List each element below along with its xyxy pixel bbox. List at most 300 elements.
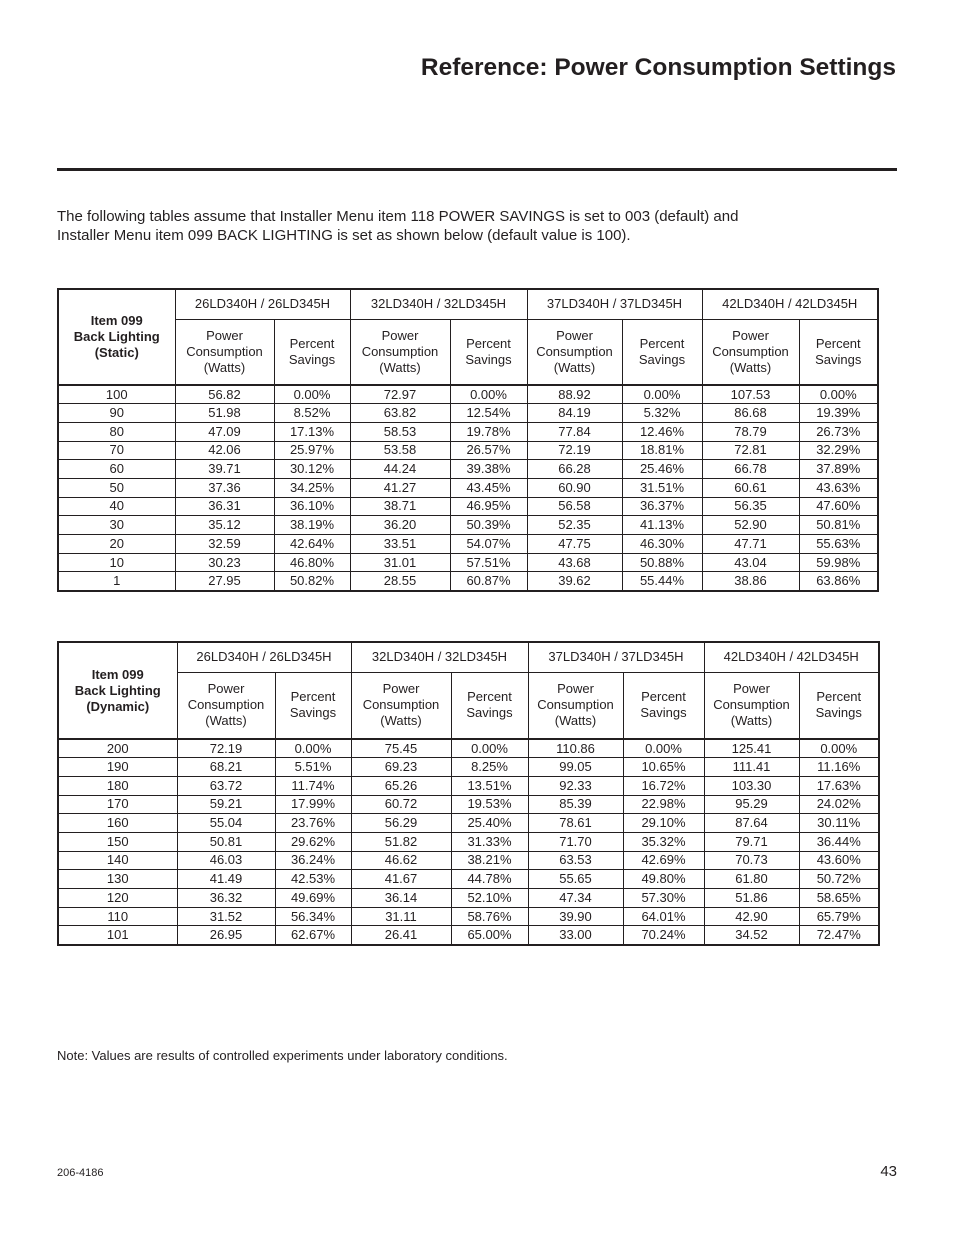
power-watts-cell: 111.41: [704, 758, 799, 777]
model-header: 37LD340H / 37LD345H: [527, 289, 702, 319]
percent-savings-cell: 55.44%: [622, 572, 702, 591]
item-label-line: (Dynamic): [86, 698, 150, 714]
column-header-row: [58, 672, 879, 739]
item-label-line: Item 099: [91, 666, 144, 682]
power-watts-cell: 103.30: [704, 776, 799, 795]
power-consumption-header: [528, 672, 623, 739]
power-watts-cell: 39.71: [175, 460, 274, 479]
savings-header-line: Percent: [815, 335, 861, 351]
percent-savings-cell: 8.25%: [451, 758, 528, 777]
footnote: Note: Values are results of controlled experiments under laboratory conditions.: [57, 1048, 508, 1063]
power-watts-cell: 42.90: [704, 907, 799, 926]
percent-savings-cell: 36.10%: [274, 497, 350, 516]
power-watts-cell: 110.86: [528, 739, 623, 758]
power-header-line: Consumption: [186, 343, 263, 359]
power-watts-cell: 42.06: [175, 441, 274, 460]
percent-savings-cell: 58.76%: [451, 907, 528, 926]
power-header-line: (Watts): [379, 359, 421, 375]
power-watts-cell: 72.19: [527, 441, 622, 460]
backlight-setting-cell: 160: [58, 814, 177, 833]
percent-savings-cell: 0.00%: [274, 385, 350, 404]
power-header-line: Power: [206, 327, 243, 343]
power-watts-cell: 31.01: [350, 553, 450, 572]
backlight-setting-cell: 40: [58, 497, 175, 516]
power-header-line: (Watts): [203, 359, 246, 375]
backlight-setting-cell: 30: [58, 516, 175, 535]
percent-savings-cell: 36.24%: [275, 851, 351, 870]
percent-savings-cell: 50.82%: [274, 572, 350, 591]
percent-savings-cell: 18.81%: [622, 441, 702, 460]
savings-header-line: Percent: [466, 335, 511, 351]
static-backlight-table-container: [57, 288, 879, 592]
column-header-row: [58, 319, 878, 385]
power-header-line: Power: [732, 327, 769, 343]
power-watts-cell: 72.81: [702, 441, 799, 460]
percent-savings-cell: 30.12%: [274, 460, 350, 479]
power-watts-cell: 47.34: [528, 889, 623, 908]
power-watts-cell: 107.53: [702, 385, 799, 404]
power-watts-cell: 84.19: [527, 404, 622, 423]
percent-savings-cell: 64.01%: [623, 907, 704, 926]
percent-savings-cell: 55.63%: [799, 535, 878, 554]
percent-savings-cell: 47.60%: [799, 497, 878, 516]
percent-savings-cell: 32.29%: [799, 441, 878, 460]
savings-header-line: Savings: [289, 705, 337, 721]
backlight-setting-cell: 90: [58, 404, 175, 423]
power-watts-cell: 36.14: [351, 889, 451, 908]
power-watts-cell: 36.20: [350, 516, 450, 535]
backlight-setting-cell: 10: [58, 553, 175, 572]
percent-savings-header: [623, 672, 704, 739]
power-watts-cell: 78.61: [528, 814, 623, 833]
power-watts-cell: 38.71: [350, 497, 450, 516]
document-number: 206-4186: [57, 1167, 104, 1179]
percent-savings-cell: 38.19%: [274, 516, 350, 535]
power-header-line: Power: [733, 681, 770, 697]
power-watts-cell: 69.23: [351, 758, 451, 777]
power-watts-cell: 28.55: [350, 572, 450, 591]
power-watts-cell: 60.90: [527, 478, 622, 497]
percent-savings-header: [275, 672, 351, 739]
power-watts-cell: 63.53: [528, 851, 623, 870]
power-watts-cell: 72.19: [177, 739, 275, 758]
table-row: [58, 422, 878, 441]
power-watts-cell: 75.45: [351, 739, 451, 758]
percent-savings-cell: 43.63%: [799, 478, 878, 497]
percent-savings-cell: 36.44%: [799, 832, 879, 851]
backlight-setting-cell: 200: [58, 739, 177, 758]
power-watts-cell: 47.09: [175, 422, 274, 441]
table-row: [58, 460, 878, 479]
percent-savings-cell: 43.60%: [799, 851, 879, 870]
table-row: [58, 535, 878, 554]
power-watts-cell: 55.04: [177, 814, 275, 833]
backlight-setting-cell: 180: [58, 776, 177, 795]
item-label-line: Back Lighting: [74, 682, 161, 698]
power-watts-cell: 65.26: [351, 776, 451, 795]
power-watts-cell: 59.21: [177, 795, 275, 814]
model-header: 42LD340H / 42LD345H: [704, 642, 879, 672]
percent-savings-cell: 58.65%: [799, 889, 879, 908]
page-number: 43: [880, 1163, 897, 1180]
percent-savings-cell: 50.88%: [622, 553, 702, 572]
percent-savings-cell: 62.67%: [275, 926, 351, 945]
power-watts-cell: 52.35: [527, 516, 622, 535]
percent-savings-cell: 38.21%: [451, 851, 528, 870]
table-row: [58, 907, 879, 926]
power-watts-cell: 125.41: [704, 739, 799, 758]
percent-savings-cell: 12.54%: [450, 404, 527, 423]
percent-savings-cell: 17.13%: [274, 422, 350, 441]
table-row: [58, 516, 878, 535]
percent-savings-cell: 10.65%: [623, 758, 704, 777]
model-header: 26LD340H / 26LD345H: [175, 289, 350, 319]
static-backlight-table: [57, 288, 879, 592]
power-watts-cell: 53.58: [350, 441, 450, 460]
power-header-line: (Watts): [729, 359, 772, 375]
power-consumption-header: [527, 319, 622, 385]
power-watts-cell: 41.27: [350, 478, 450, 497]
savings-header-line: Savings: [638, 351, 686, 367]
percent-savings-cell: 42.69%: [623, 851, 704, 870]
title-divider: [57, 168, 897, 171]
percent-savings-cell: 49.69%: [275, 889, 351, 908]
percent-savings-cell: 25.97%: [274, 441, 350, 460]
power-consumption-header: [702, 319, 799, 385]
power-header-line: (Watts): [554, 713, 597, 729]
power-watts-cell: 60.61: [702, 478, 799, 497]
percent-savings-cell: 26.73%: [799, 422, 878, 441]
percent-savings-cell: 0.00%: [450, 385, 527, 404]
percent-savings-cell: 65.79%: [799, 907, 879, 926]
power-watts-cell: 52.90: [702, 516, 799, 535]
item-header-cell: [58, 642, 177, 739]
power-watts-cell: 46.03: [177, 851, 275, 870]
power-header-line: Consumption: [713, 697, 790, 713]
percent-savings-cell: 16.72%: [623, 776, 704, 795]
power-watts-cell: 63.82: [350, 404, 450, 423]
percent-savings-cell: 0.00%: [799, 739, 879, 758]
percent-savings-cell: 50.81%: [799, 516, 878, 535]
backlight-setting-cell: 80: [58, 422, 175, 441]
percent-savings-cell: 49.80%: [623, 870, 704, 889]
percent-savings-cell: 30.11%: [799, 814, 879, 833]
table-row: [58, 572, 878, 591]
savings-header-line: Percent: [289, 335, 335, 351]
percent-savings-cell: 46.30%: [622, 535, 702, 554]
power-watts-cell: 79.71: [704, 832, 799, 851]
percent-savings-cell: 46.80%: [274, 553, 350, 572]
power-watts-cell: 51.82: [351, 832, 451, 851]
percent-savings-cell: 24.02%: [799, 795, 879, 814]
power-watts-cell: 26.95: [177, 926, 275, 945]
power-header-line: Power: [556, 327, 593, 343]
percent-savings-cell: 50.39%: [450, 516, 527, 535]
percent-savings-cell: 12.46%: [622, 422, 702, 441]
power-watts-cell: 36.32: [177, 889, 275, 908]
power-header-line: Power: [381, 327, 419, 343]
power-header-line: (Watts): [205, 713, 247, 729]
percent-savings-cell: 0.00%: [622, 385, 702, 404]
dynamic-backlight-table: [57, 641, 880, 946]
percent-savings-cell: 26.57%: [450, 441, 527, 460]
percent-savings-cell: 72.47%: [799, 926, 879, 945]
savings-header-line: Percent: [641, 689, 686, 705]
percent-savings-cell: 0.00%: [275, 739, 351, 758]
percent-savings-cell: 41.13%: [622, 516, 702, 535]
savings-header-line: Percent: [816, 689, 862, 705]
power-header-line: Consumption: [362, 697, 440, 713]
backlight-setting-cell: 150: [58, 832, 177, 851]
savings-header-line: Savings: [465, 351, 512, 367]
power-watts-cell: 38.86: [702, 572, 799, 591]
table-row: [58, 870, 879, 889]
power-watts-cell: 47.75: [527, 535, 622, 554]
percent-savings-cell: 35.32%: [623, 832, 704, 851]
table-row: [58, 739, 879, 758]
power-watts-cell: 31.52: [177, 907, 275, 926]
power-watts-cell: 61.80: [704, 870, 799, 889]
power-header-line: Power: [382, 681, 420, 697]
backlight-setting-cell: 130: [58, 870, 177, 889]
percent-savings-cell: 25.46%: [622, 460, 702, 479]
backlight-setting-cell: 1: [58, 572, 175, 591]
item-label-line: (Static): [94, 345, 139, 360]
power-watts-cell: 78.79: [702, 422, 799, 441]
percent-savings-cell: 42.53%: [275, 870, 351, 889]
power-watts-cell: 87.64: [704, 814, 799, 833]
percent-savings-cell: 19.53%: [451, 795, 528, 814]
model-header: 42LD340H / 42LD345H: [702, 289, 878, 319]
power-watts-cell: 68.21: [177, 758, 275, 777]
power-watts-cell: 27.95: [175, 572, 274, 591]
power-header-line: Consumption: [537, 697, 614, 713]
savings-header-line: Percent: [639, 335, 685, 351]
model-header: 32LD340H / 32LD345H: [350, 289, 527, 319]
percent-savings-cell: 70.24%: [623, 926, 704, 945]
percent-savings-cell: 5.32%: [622, 404, 702, 423]
power-watts-cell: 39.90: [528, 907, 623, 926]
power-header-line: Power: [557, 681, 594, 697]
percent-savings-cell: 11.74%: [275, 776, 351, 795]
model-header: 32LD340H / 32LD345H: [351, 642, 528, 672]
percent-savings-cell: 57.30%: [623, 889, 704, 908]
percent-savings-cell: 13.51%: [451, 776, 528, 795]
backlight-setting-cell: 120: [58, 889, 177, 908]
percent-savings-cell: 17.63%: [799, 776, 879, 795]
power-watts-cell: 71.70: [528, 832, 623, 851]
table-row: [58, 889, 879, 908]
percent-savings-cell: 5.51%: [275, 758, 351, 777]
power-header-line: Power: [207, 681, 245, 697]
backlight-setting-cell: 101: [58, 926, 177, 945]
savings-header-line: Percent: [290, 689, 336, 705]
percent-savings-cell: 57.51%: [450, 553, 527, 572]
percent-savings-cell: 60.87%: [450, 572, 527, 591]
percent-savings-cell: 31.33%: [451, 832, 528, 851]
item-label-line: Back Lighting: [73, 329, 160, 344]
power-watts-cell: 47.71: [702, 535, 799, 554]
model-header-row: [58, 642, 879, 672]
savings-header-line: Savings: [640, 705, 687, 721]
table-row: [58, 814, 879, 833]
power-header-line: Consumption: [187, 697, 265, 713]
savings-header-line: Savings: [815, 351, 862, 367]
table-row: [58, 497, 878, 516]
power-watts-cell: 92.33: [528, 776, 623, 795]
power-watts-cell: 60.72: [351, 795, 451, 814]
table-row: [58, 776, 879, 795]
power-header-line: (Watts): [553, 359, 596, 375]
dynamic-backlight-table-container: [57, 641, 880, 946]
backlight-setting-cell: 70: [58, 441, 175, 460]
power-watts-cell: 33.00: [528, 926, 623, 945]
intro-line: Installer Menu item 099 BACK LIGHTING is set as shown below (default value is 100).: [57, 227, 631, 244]
percent-savings-header: [274, 319, 350, 385]
percent-savings-cell: 59.98%: [799, 553, 878, 572]
table-row: [58, 758, 879, 777]
percent-savings-cell: 36.37%: [622, 497, 702, 516]
power-watts-cell: 36.31: [175, 497, 274, 516]
model-header-row: [58, 289, 878, 319]
power-header-line: Consumption: [712, 343, 789, 359]
power-consumption-header: [704, 672, 799, 739]
savings-header-line: Percent: [467, 689, 512, 705]
power-watts-cell: 50.81: [177, 832, 275, 851]
percent-savings-cell: 25.40%: [451, 814, 528, 833]
power-watts-cell: 95.29: [704, 795, 799, 814]
power-header-line: (Watts): [380, 713, 422, 729]
power-watts-cell: 44.24: [350, 460, 450, 479]
power-watts-cell: 31.11: [351, 907, 451, 926]
power-watts-cell: 39.62: [527, 572, 622, 591]
power-watts-cell: 26.41: [351, 926, 451, 945]
percent-savings-cell: 0.00%: [451, 739, 528, 758]
power-watts-cell: 32.59: [175, 535, 274, 554]
item-header-cell: [58, 289, 175, 385]
power-watts-cell: 55.65: [528, 870, 623, 889]
power-watts-cell: 51.86: [704, 889, 799, 908]
percent-savings-header: [622, 319, 702, 385]
percent-savings-cell: 46.95%: [450, 497, 527, 516]
power-consumption-header: [175, 319, 274, 385]
table-row: [58, 553, 878, 572]
power-header-line: Consumption: [536, 343, 613, 359]
table-row: [58, 926, 879, 945]
power-watts-cell: 86.68: [702, 404, 799, 423]
percent-savings-cell: 43.45%: [450, 478, 527, 497]
power-watts-cell: 43.04: [702, 553, 799, 572]
power-watts-cell: 66.78: [702, 460, 799, 479]
backlight-setting-cell: 50: [58, 478, 175, 497]
model-header: 37LD340H / 37LD345H: [528, 642, 704, 672]
percent-savings-cell: 0.00%: [623, 739, 704, 758]
power-watts-cell: 99.05: [528, 758, 623, 777]
power-watts-cell: 33.51: [350, 535, 450, 554]
intro-paragraph: [57, 207, 738, 245]
table-row: [58, 851, 879, 870]
savings-header-line: Savings: [288, 351, 336, 367]
power-consumption-header: [351, 672, 451, 739]
percent-savings-cell: 17.99%: [275, 795, 351, 814]
table-row: [58, 441, 878, 460]
percent-savings-cell: 23.76%: [275, 814, 351, 833]
percent-savings-cell: 11.16%: [799, 758, 879, 777]
backlight-setting-cell: 170: [58, 795, 177, 814]
percent-savings-cell: 42.64%: [274, 535, 350, 554]
power-watts-cell: 58.53: [350, 422, 450, 441]
model-header: 26LD340H / 26LD345H: [177, 642, 351, 672]
page-title: Reference: Power Consumption Settings: [420, 54, 896, 81]
intro-line: The following tables assume that Installer Menu item 118 POWER SAVINGS is set to 003 (default) and: [57, 208, 739, 225]
savings-header-line: Savings: [466, 705, 513, 721]
percent-savings-cell: 37.89%: [799, 460, 878, 479]
power-consumption-header: [350, 319, 450, 385]
power-watts-cell: 88.92: [527, 385, 622, 404]
backlight-setting-cell: 190: [58, 758, 177, 777]
power-watts-cell: 34.52: [704, 926, 799, 945]
percent-savings-header: [799, 319, 878, 385]
power-watts-cell: 37.36: [175, 478, 274, 497]
table-row: [58, 478, 878, 497]
backlight-setting-cell: 110: [58, 907, 177, 926]
power-consumption-header: [177, 672, 275, 739]
power-watts-cell: 56.82: [175, 385, 274, 404]
percent-savings-cell: 31.51%: [622, 478, 702, 497]
power-watts-cell: 70.73: [704, 851, 799, 870]
power-watts-cell: 56.29: [351, 814, 451, 833]
power-watts-cell: 41.49: [177, 870, 275, 889]
power-watts-cell: 77.84: [527, 422, 622, 441]
power-watts-cell: 30.23: [175, 553, 274, 572]
power-watts-cell: 43.68: [527, 553, 622, 572]
percent-savings-cell: 44.78%: [451, 870, 528, 889]
percent-savings-cell: 29.62%: [275, 832, 351, 851]
percent-savings-cell: 50.72%: [799, 870, 879, 889]
power-watts-cell: 56.58: [527, 497, 622, 516]
percent-savings-cell: 19.78%: [450, 422, 527, 441]
power-watts-cell: 66.28: [527, 460, 622, 479]
power-watts-cell: 51.98: [175, 404, 274, 423]
percent-savings-cell: 39.38%: [450, 460, 527, 479]
percent-savings-cell: 0.00%: [799, 385, 878, 404]
power-watts-cell: 72.97: [350, 385, 450, 404]
power-header-line: (Watts): [730, 713, 773, 729]
power-watts-cell: 63.72: [177, 776, 275, 795]
power-watts-cell: 85.39: [528, 795, 623, 814]
backlight-setting-cell: 140: [58, 851, 177, 870]
power-header-line: Consumption: [361, 343, 439, 359]
backlight-setting-cell: 20: [58, 535, 175, 554]
table-row: [58, 832, 879, 851]
percent-savings-cell: 8.52%: [274, 404, 350, 423]
table-row: [58, 385, 878, 404]
percent-savings-header: [451, 672, 528, 739]
percent-savings-header: [799, 672, 879, 739]
power-watts-cell: 41.67: [351, 870, 451, 889]
table-row: [58, 404, 878, 423]
percent-savings-cell: 34.25%: [274, 478, 350, 497]
percent-savings-header: [450, 319, 527, 385]
percent-savings-cell: 54.07%: [450, 535, 527, 554]
power-watts-cell: 46.62: [351, 851, 451, 870]
percent-savings-cell: 22.98%: [623, 795, 704, 814]
power-watts-cell: 35.12: [175, 516, 274, 535]
percent-savings-cell: 29.10%: [623, 814, 704, 833]
percent-savings-cell: 19.39%: [799, 404, 878, 423]
backlight-setting-cell: 100: [58, 385, 175, 404]
backlight-setting-cell: 60: [58, 460, 175, 479]
